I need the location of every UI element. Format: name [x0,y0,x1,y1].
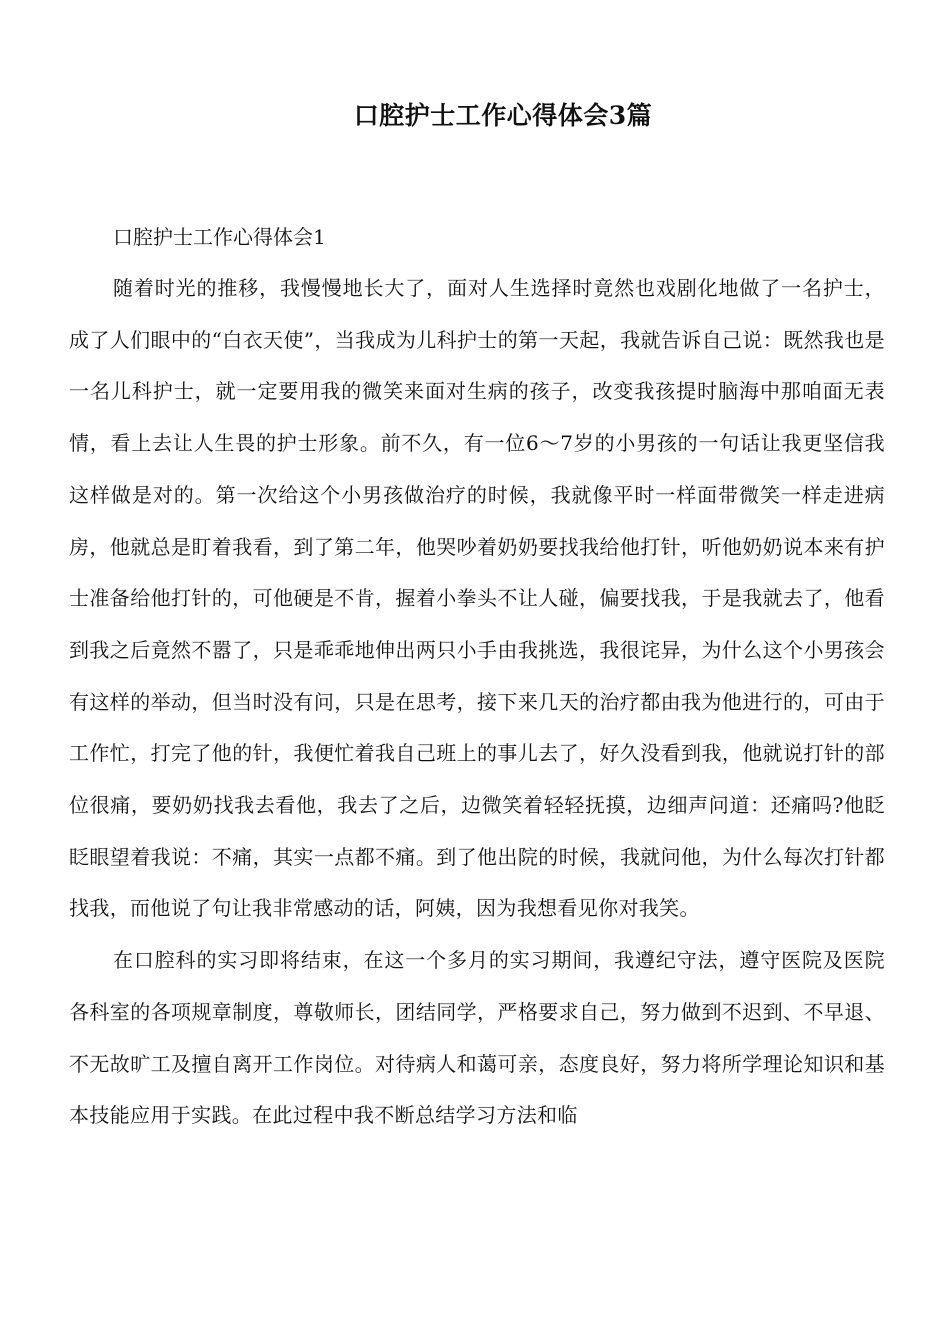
paragraph-1: 随着时光的推移，我慢慢地长大了，面对人生选择时竟然也戏剧化地做了一名护士，成了人们眼中的“白衣天使”，当我成为儿科护士的第一天起，我就告诉自己说：既然我也是一名儿科护士，就一定要用我的微笑来面对生病的孩子，改变我孩提时脑海中那咱面无表情，看上去让人生畏的护士形象。前不久，有一位6～7岁的小男孩的一句话让我更坚信我这样做是对的。第一次给这个小男孩做治疗的时候，我就像平时一样面带微笑一样走进病房，他就总是盯着我看，到了第二年，他哭吵着奶奶要找我给他打针，听他奶奶说本来有护士准备给他打针的，可他硬是不肯，握着小拳头不让人碰，偏要找我，于是我就去了，他看到我之后竟然不嚣了，只是乖乖地伸出两只小手由我挑选，我很诧异，为什么这个小男孩会有这样的举动，但当时没有问，只是在思考，接下来几天的治疗都由我为他进行的，可由于工作忙，打完了他的针，我便忙着我自己班上的事儿去了，好久没看到我，他就说打针的部位很痛，要奶奶找我去看他，我去了之后，边微笑着轻轻抚摸，边细声问道：还痛吗?他眨眨眼望着我说：不痛，其实一点都不痛。到了他出院的时候，我就问他，为什么每次打针都找我，而他说了句让我非常感动的话，阿姨，因为我想看见你对我笑。 [69,276,885,921]
document-body [69,211,885,1142]
section-heading: 口腔护士工作心得体会1 [113,225,326,249]
document-title: 口腔护士工作心得体会3篇 [353,101,653,130]
paragraph-2: 在口腔科的实习即将结束，在这一个多月的实习期间，我遵纪守法，遵守医院及医院各科室的各项规章制度，尊敬师长，团结同学，严格要求自己，努力做到不迟到、不早退、不无故旷工及擅自离开工作岗位。对待病人和蔼可亲，态度良好，努力将所学理论知识和基本技能应用于实践。在此过程中我不断总结学习方法和临 [69,948,885,1128]
